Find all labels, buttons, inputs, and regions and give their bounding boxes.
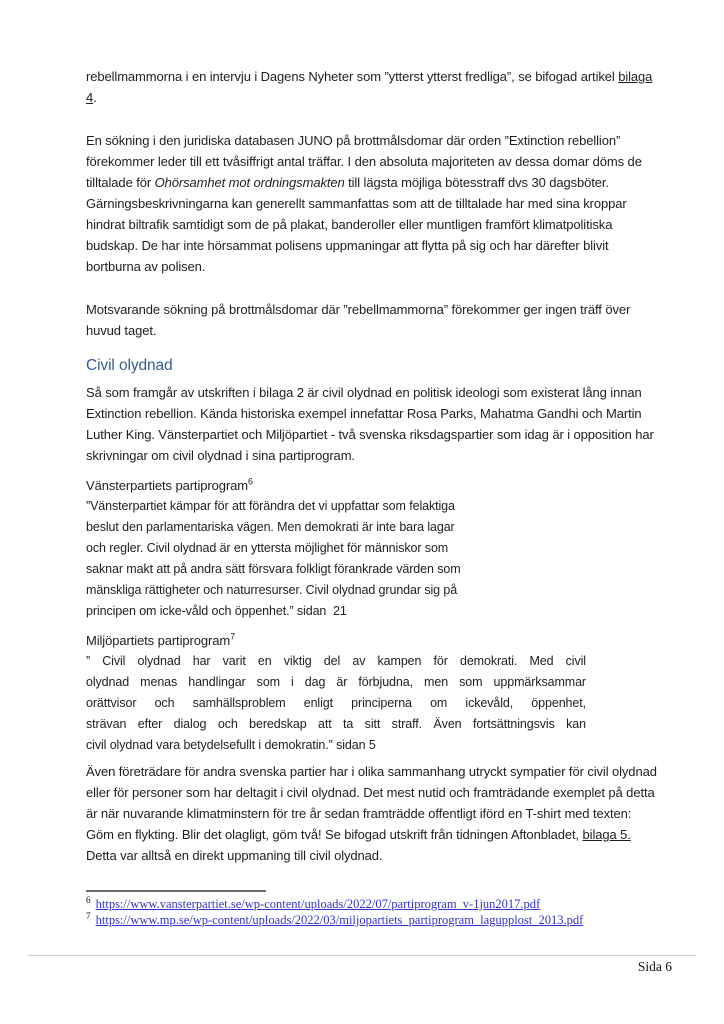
footnote-link[interactable]: https://www.mp.se/wp-content/uploads/2022/03/miljopartiets_partiprogram_lagupplost_2013.pdf (95, 913, 584, 927)
attachment-reference: bilaga 5. (582, 827, 631, 842)
para-civil-olydnad-intro (86, 382, 660, 466)
label-miljopartiets-partiprogram (86, 630, 660, 651)
text-run: Vänsterpartiets partiprogram (86, 478, 248, 493)
text-run: Även företrädare för andra svenska partier har i olika sammanhang utryckt sympatier för civil olydnad eller för personer som har deltagit i civil olydnad. Det mest nutid och framträdande exemplet på detta är när nuvarande klimatminstern för tre år sedan framträdde offentligt iförd en T-shirt med texten: Göm en flykting. Blir det olagligt, göm två! Se bifogad utskrift från tidningen Aftonbladet, (86, 764, 657, 842)
page-number: Sida 6 (637, 959, 672, 974)
document-body (86, 66, 660, 888)
footnote-marker: 7 (86, 910, 91, 921)
footnote-marker: 6 (247, 476, 253, 487)
text-run: till lägsta möjliga bötesstraff dvs 30 dagsböter. Gärningsbeskrivningarna kan generellt sammanfattas som att de tilltalade har med sina kroppar hindrat biltrafik samtidigt som de på plakat, banderoller eller muntligen framfört klimatpolitiska budskap. De har inte hörsammat polisens uppmaningar att flytta på sig och har därefter blivit bortburna av polisen. (86, 175, 627, 274)
attachment-reference: bilaga 4 (86, 69, 653, 105)
footnote-marker: 6 (86, 894, 91, 905)
quote-line: ”Vänsterpartiet kämpar för att förändra det vi uppfattar som felaktiga (86, 499, 455, 513)
quote-miljopartiet (86, 651, 586, 756)
label-vansterpartiets-partiprogram (86, 475, 660, 496)
quote-line: och regler. Civil olydnad är en yttersta möjlighet för människor som (86, 541, 449, 555)
text-run: . (93, 90, 97, 105)
footnote-link[interactable]: https://www.vansterpartiet.se/wp-content/uploads/2022/07/partiprogram_v-1jun2017.pdf (95, 897, 541, 911)
quote-line: beslut den parlamentariska vägen. Men demokrati är inte bara lagar (86, 520, 455, 534)
emphasized-text: Ohörsamhet mot ordningsmakten (154, 175, 345, 190)
quote-line: strävan efter dialog och beredskap att ta sitt straff. Även fortsättningsvis kan (86, 717, 586, 731)
text-run: Så som framgår av utskriften i bilaga 2 är civil olydnad en politisk ideologi som existerat lång innan Extinction rebellion. Kända historiska exempel innefattar Rosa Parks, Mahatma Gandhi och Martin Luther King. Vänsterpartiet och Miljöpartiet - två svenska riksdagspartier som idag är i opposition har skrivningar om civil olydnad i sina partiprogram. (86, 385, 654, 463)
para-intro (86, 66, 660, 108)
text-run: Miljöpartiets partiprogram (86, 633, 231, 648)
footnotes (86, 896, 583, 928)
quote-vansterpartiet (86, 496, 586, 622)
quote-line: mänskliga rättigheter och naturresurser. Civil olydnad grundar sig på (86, 583, 458, 597)
quote-line: olydnad menas handlingar som i dag är förbjudna, men som uppmärksammar (86, 675, 586, 689)
footnote (86, 896, 583, 912)
text-run: Detta var alltså en direkt uppmaning till civil olydnad. (86, 848, 383, 863)
footnote-separator (86, 890, 266, 892)
quote-line: principen om icke-våld och öppenhet.” sidan 21 (86, 604, 347, 618)
quote-line: ” Civil olydnad har varit en viktig del av kampen för demokrati. Med civil (86, 654, 586, 668)
quote-line: saknar makt att på andra sätt försvara folkligt förankrade värden som (86, 562, 461, 576)
footnote (86, 912, 583, 928)
para-other-parties (86, 761, 660, 866)
text-run: En sökning i den juridiska databasen JUNO på brottmålsdomar där orden ”Extinction rebellion” förekommer leder till ett tvåsiffrigt antal träffar. I den absoluta majoriteten av dessa domar döms de tilltalade för (86, 133, 642, 190)
heading-civil-olydnad (86, 355, 660, 377)
para-rebellmammorna-search (86, 299, 660, 341)
quote-line: civil olydnad vara betydelsefullt i demokratin.” sidan 5 (86, 738, 376, 752)
text-run: Motsvarande sökning på brottmålsdomar där ”rebellmammorna” förekommer ger ingen träff över huvud taget. (86, 302, 631, 338)
quote-line: orättvisor och samhällsproblem enligt principerna om ickevåld, öppenhet, (86, 696, 586, 710)
text-run: Civil olydnad (86, 357, 173, 374)
para-juno-search (86, 130, 660, 277)
footnote-marker: 7 (230, 631, 235, 642)
footer-divider (28, 955, 696, 956)
text-run: rebellmammorna i en intervju i Dagens Nyheter som ”ytterst ytterst fredliga”, se bifogad artikel (86, 69, 619, 84)
